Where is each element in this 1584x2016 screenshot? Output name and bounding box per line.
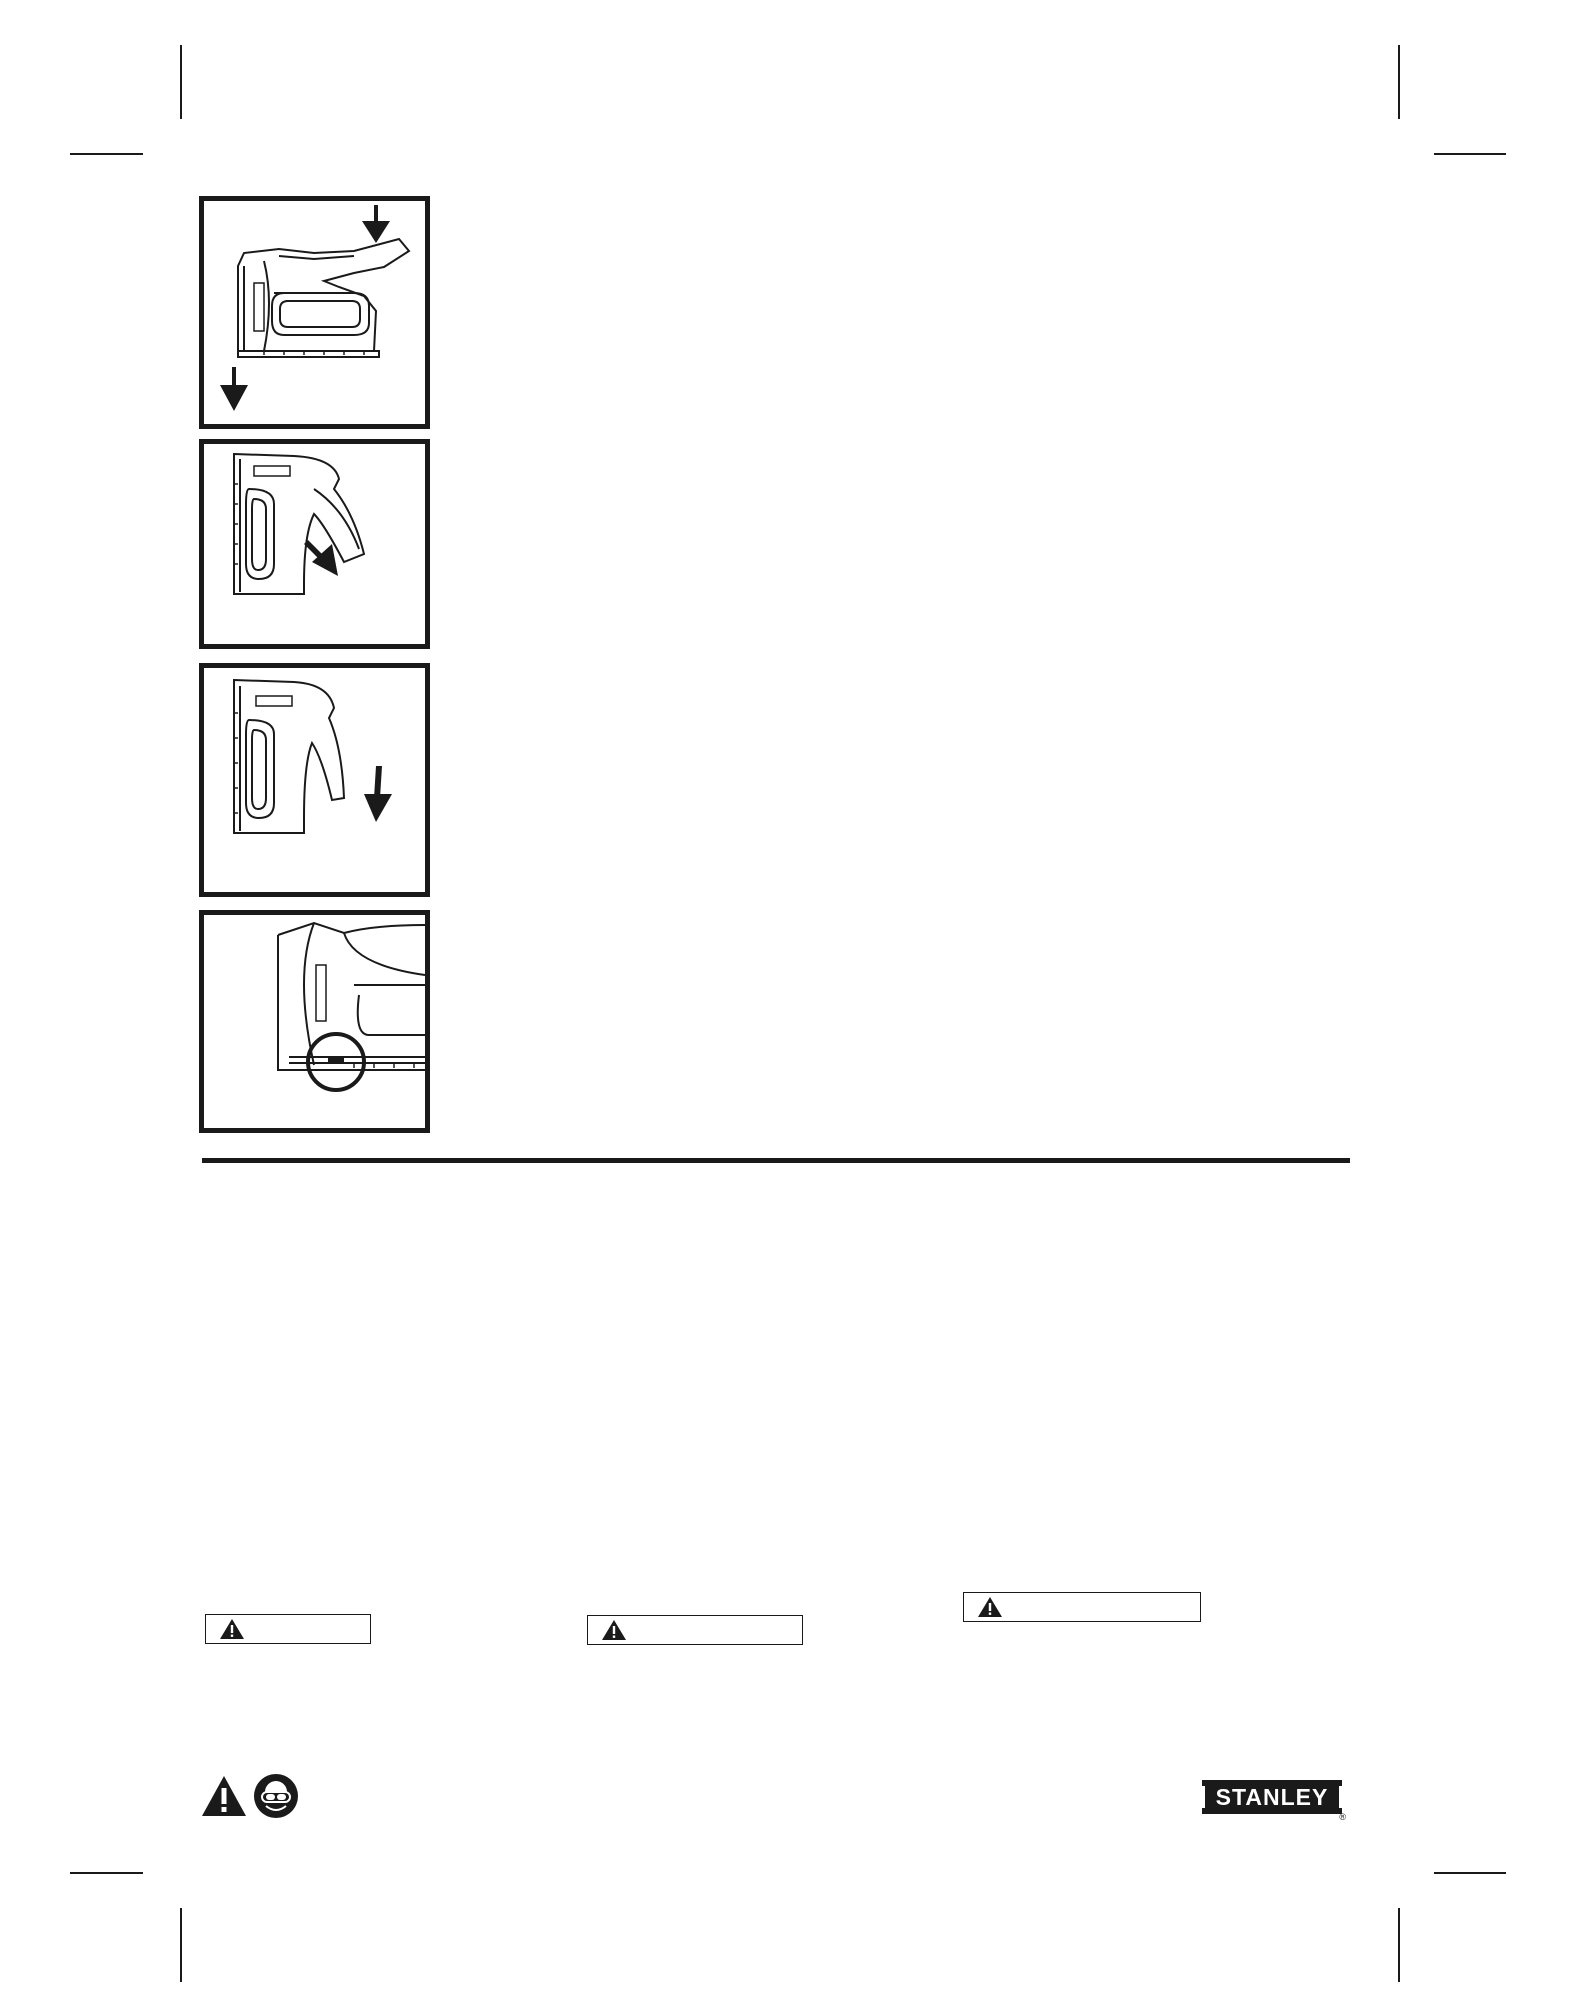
brand-badge-vertical <box>254 283 264 331</box>
crop-mark-top-left <box>180 45 182 119</box>
crop-mark-top-right <box>1398 45 1400 119</box>
warning-triangle-icon <box>602 1620 626 1640</box>
stapler-pull-illustration <box>204 668 425 892</box>
figure-stapler-pull-handle <box>199 663 430 897</box>
registered-mark: ® <box>1339 1812 1346 1822</box>
crop-mark-top-right-h <box>1434 153 1506 155</box>
brand-badge-vertical <box>316 965 326 1021</box>
warning-box-3 <box>963 1592 1201 1622</box>
stanley-logo <box>1202 1780 1346 1822</box>
warning-box-1 <box>205 1614 371 1644</box>
warning-triangle-icon <box>220 1619 244 1639</box>
footer-safety-icons <box>202 1772 302 1820</box>
crop-mark-top-left-h <box>70 153 143 155</box>
down-arrow-icon <box>362 205 390 243</box>
section-divider <box>202 1158 1350 1163</box>
diagonal-arrow-icon <box>304 540 338 576</box>
crop-mark-bottom-left-h <box>70 1872 143 1874</box>
down-arrow-icon <box>364 766 392 822</box>
stapler-open-illustration <box>204 444 425 644</box>
logo-wordmark: STANLEY <box>1215 1784 1329 1810</box>
warning-triangle-icon <box>202 1776 246 1816</box>
safety-goggles-icon <box>254 1774 298 1818</box>
figure-stapler-open-handle <box>199 439 430 649</box>
warning-box-2 <box>587 1615 803 1645</box>
down-arrow-icon <box>220 367 248 411</box>
crop-mark-bottom-right <box>1398 1908 1400 1982</box>
stapler-detail-illustration <box>204 915 425 1128</box>
crop-mark-bottom-left <box>180 1908 182 1982</box>
crop-mark-bottom-right-h <box>1434 1872 1506 1874</box>
figure-stapler-window-detail <box>199 910 430 1133</box>
warning-triangle-icon <box>978 1597 1002 1617</box>
stapler-press-illustration <box>204 201 425 424</box>
brand-badge <box>254 466 290 476</box>
figure-stapler-press-handle <box>199 196 430 429</box>
brand-badge <box>256 696 292 706</box>
